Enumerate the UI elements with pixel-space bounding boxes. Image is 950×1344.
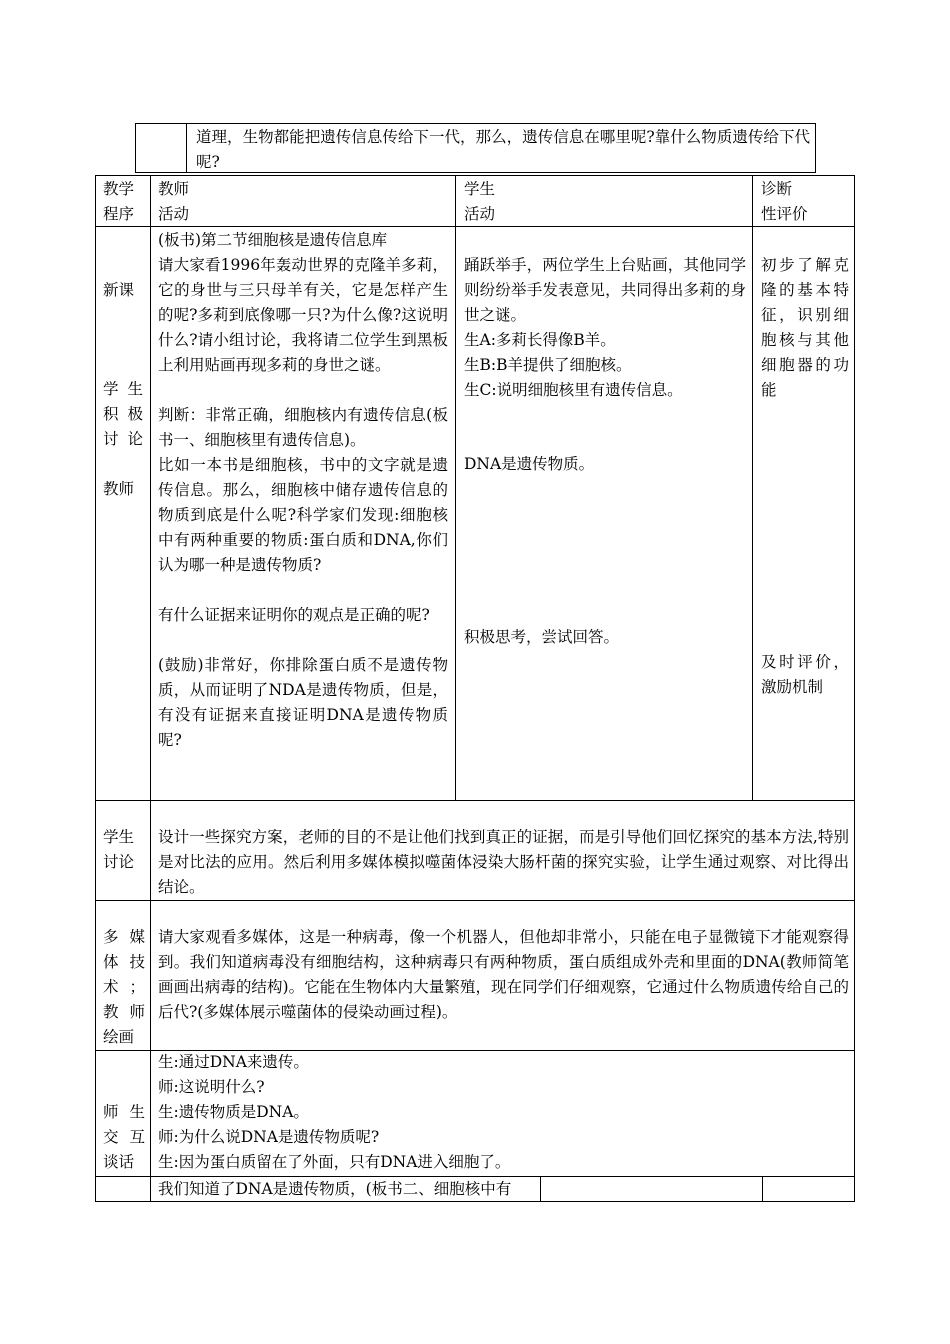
row2-label: 学生 讨论 xyxy=(103,828,135,871)
dialogue-line: 师:这说明什么? xyxy=(158,1078,265,1096)
row1-eval-2: 及时评价，激励机制 xyxy=(761,653,849,696)
row3-text: 请大家观看多媒体，这是一种病毒，像一个机器人，但他却非常小，只能在电子显微镜下才能观察得到。我们知道病毒没有细胞结构，这种病毒只有两种物质，蛋白质组成外壳和里面的DNA(教师简笔画画出病毒的结构)。它能在生物体内大量繁殖，现在同学们仔细观察，它通过什么物质遗传给自己的后代?(多媒体展示噬菌体的侵染动画过程)。 xyxy=(158,928,849,1021)
row5-text: 我们知道了DNA是遗传物质，(板书二、细胞核中有 xyxy=(158,1180,512,1198)
row1-label-new-lesson: 新课 xyxy=(103,281,135,299)
top-fragment-text: 道理，生物都能把遗传信息传给下一代，那么，遗传信息在哪里呢?靠什么物质遗传给下代呢? xyxy=(196,128,810,171)
col-divider-1 xyxy=(150,175,151,1202)
header-diagnostic-evaluation: 诊断 性评价 xyxy=(761,180,808,223)
dialogue-line: 师:为什么说DNA是遗传物质呢? xyxy=(158,1128,380,1146)
col-divider-4 xyxy=(540,1176,541,1202)
row1-student-dna: DNA是遗传物质。 xyxy=(464,455,595,473)
header-procedure: 教学 程序 xyxy=(103,180,135,223)
dialogue-line: 生:遗传物质是DNA。 xyxy=(158,1103,309,1121)
col-divider-5 xyxy=(762,1176,763,1202)
row1-student-activity: 踊跃举手，两位学生上台贴画，其他同学则纷纷举手发表意见，共同得出多莉的身世之谜。 生A:多莉长得像B羊。 生B:B羊提供了细胞核。 生C:说明细胞核里有遗传信息。 xyxy=(464,256,746,399)
row1-eval-1: 初步了解克隆的基本特征，识别细胞核与其他细胞器的功能 xyxy=(761,256,849,399)
header-student-activity: 学生 活动 xyxy=(464,180,496,223)
row-divider-2 xyxy=(95,900,855,901)
col-divider-3 xyxy=(752,175,753,801)
row1-label-student-discussion: 学 生 积 极 讨论 xyxy=(103,380,143,448)
row-divider-1 xyxy=(95,800,855,801)
dialogue-line: 生:因为蛋白质留在了外面，只有DNA进入细胞了。 xyxy=(158,1153,511,1171)
dialogue-line: 生:通过DNA来遗传。 xyxy=(158,1053,309,1071)
row4-dialogue xyxy=(158,1050,849,1175)
row1-student-think: 积极思考，尝试回答。 xyxy=(464,628,620,646)
row4-label: 师 生 交 互 谈话 xyxy=(103,1103,145,1171)
row3-label: 多 媒 体 技 术 ； 教 师 绘画 xyxy=(103,928,145,1046)
row2-text: 设计一些探究方案，老师的目的不是让他们找到真正的证据，而是引导他们回忆探究的基本方法,特别是对比法的应用。然后利用多媒体模拟噬菌体浸染大肠杆菌的探究实验，让学生通过观察、对比得出结论。 xyxy=(158,828,849,896)
col-divider-2 xyxy=(455,175,456,801)
row1-teacher-activity: (板书)第二节细胞核是遗传信息库 请大家看1996年轰动世界的克隆羊多莉，它的身世与三只母羊有关，它是怎样产生的呢?多莉到底像哪一只?为什么像?这说明什么?请小组讨论，我将请二位学生到黑板上利用贴画再现多莉的身世之谜。 判断：非常正确，细胞核内有遗传信息(板书一、细胞核里有遗传信息)。 比如一本书是细胞核，书中的文字就是遗传信息。那么，细胞核中储存遗传信息的物质到底是什么呢?科学家们发现:细胞核中有两种重要的物质:蛋白质和DNA,你们认为哪一种是遗传物质? 有什么证据来证明你的观点是正确的呢? (鼓励)非常好，你排除蛋白质不是遗传物质，从而证明了NDA是遗传物质，但是，有没有证据来直接证明DNA是遗传物质呢? xyxy=(158,231,448,749)
top-fragment-divider xyxy=(186,123,187,173)
row1-label-teacher: 教师 xyxy=(103,480,135,498)
header-teacher-activity: 教师 活动 xyxy=(158,180,190,223)
